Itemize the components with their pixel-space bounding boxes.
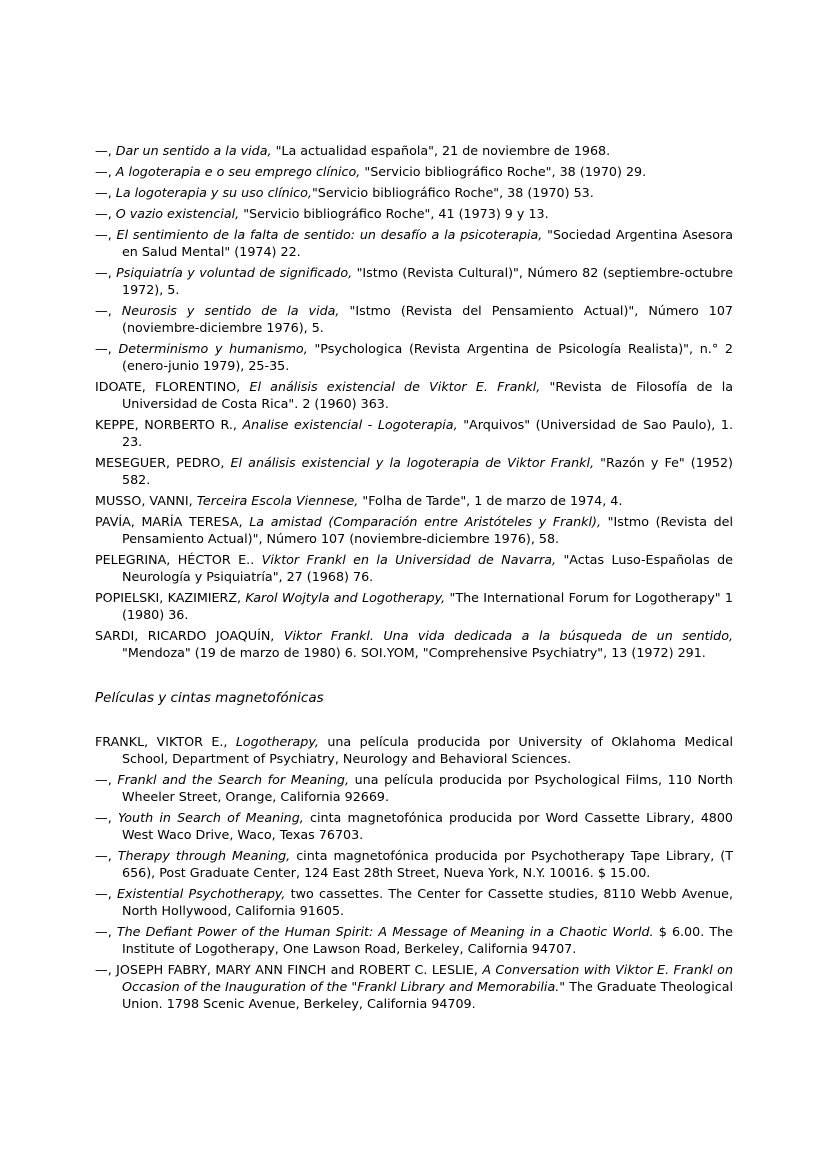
entry-text: "Arquivos" (Universidad de Sao Paulo), 1. 23.	[122, 417, 733, 449]
entry-title-italic: Analise existencial - Logoterapia,	[242, 417, 464, 432]
entry-title-italic: Viktor Frankl. Una vida dedicada a la búsqueda de un sentido,	[283, 628, 733, 643]
entry-text: "Actas Luso-Españolas de Neurología y Psiquiatría", 27 (1968) 76.	[122, 552, 733, 584]
bibliography-entry	[95, 416, 733, 450]
entry-text: "Servicio bibliográfico Roche", 38 (1970) 29.	[364, 164, 647, 179]
entry-text: FRANKL, VIKTOR E.,	[95, 734, 236, 749]
entry-text: —,	[95, 143, 116, 158]
entry-text: "La actualidad española", 21 de noviembre de 1968.	[275, 143, 611, 158]
bibliography-entry	[95, 885, 733, 919]
bibliography-entry	[95, 847, 733, 881]
entry-text: MUSSO, VANNI,	[95, 493, 197, 508]
bibliography-entry	[95, 809, 733, 843]
entry-text: PELEGRINA, HÉCTOR E..	[95, 552, 262, 567]
bibliography-entry	[95, 961, 733, 1012]
entry-text: $ 6.00. The Institute of Logotherapy, One Lawson Road, Berkeley, California 94707.	[122, 924, 733, 956]
entry-text: "Servicio bibliográfico Roche", 41 (1973) 9 y 13.	[243, 206, 549, 221]
bibliography-list	[95, 142, 733, 661]
entry-title-italic: Determinismo y humanismo,	[118, 341, 315, 356]
bibliography-entry	[95, 163, 733, 180]
bibliography-entry	[95, 513, 733, 547]
entry-title-italic: Frankl and the Search for Meaning,	[117, 772, 355, 787]
entry-text: —,	[95, 265, 117, 280]
entry-text: —,	[95, 227, 117, 242]
media-entries-list	[95, 733, 733, 1012]
entry-text: cinta magnetofónica producida por Psychotherapy Tape Library, (T 656), Post Graduate Center, 124 East 28th Street, Nueva York, N.Y. 10016. $ 15.00.	[122, 848, 733, 880]
entry-text: "Psychologica (Revista Argentina de Psicología Realista)", n.° 2 (enero-junio 1979), 25-35.	[122, 341, 733, 373]
entry-text: —,	[95, 924, 117, 939]
entry-title-italic: Neurosis y sentido de la vida,	[121, 303, 350, 318]
entry-title-italic: Youth in Search of Meaning,	[117, 810, 311, 825]
entry-text: —,	[95, 886, 117, 901]
entry-title-italic: Dar un sentido a la vida,	[115, 143, 276, 158]
entry-title-italic: Existential Psychotherapy,	[116, 886, 291, 901]
bibliography-entry	[95, 733, 733, 767]
entry-text: —,	[95, 206, 116, 221]
bibliography-entry	[95, 340, 733, 374]
bibliography-entry	[95, 184, 733, 201]
entry-title-italic: O vazio existencial,	[115, 206, 244, 221]
entry-text: MESEGUER, PEDRO,	[95, 455, 231, 470]
entry-text: "Istmo (Revista Cultural)", Número 82 (septiembre-octubre 1972), 5.	[122, 265, 733, 297]
entry-text: —,	[95, 303, 122, 318]
entry-text: —,	[95, 772, 118, 787]
entry-text: "Sociedad Argentina Asesora en Salud Mental" (1974) 22.	[122, 227, 733, 259]
entry-title-italic: The Defiant Power of the Human Spirit: A Message of Meaning in a Chaotic World.	[116, 924, 659, 939]
entry-text: cinta magnetofónica producida por Word Cassette Library, 4800 West Waco Drive, Waco, Texas 76703.	[122, 810, 733, 842]
entry-text: two cassettes. The Center for Cassette studies, 8110 Webb Avenue, North Hollywood, California 91605.	[122, 886, 733, 918]
entry-title-italic: Karol Wojtyla and Logotherapy,	[245, 590, 450, 605]
bibliography-entry	[95, 226, 733, 260]
bibliography-entry	[95, 454, 733, 488]
entry-title-italic: El análisis existencial y la logoterapia de Viktor Frankl,	[230, 455, 601, 470]
entry-title-italic: La logoterapia y su uso clínico,	[115, 185, 312, 200]
bibliography-entry	[95, 627, 733, 661]
entry-text: una película producida por Psychological Films, 110 North Wheeler Street, Orange, California 92669.	[122, 772, 733, 804]
entry-text: —,	[95, 164, 116, 179]
entry-title-italic: A Conversation with Viktor E. Frankl on Occasion of the Inauguration of the "Frankl Library and Memorabilia."	[122, 962, 733, 994]
entry-text: —,	[95, 848, 118, 863]
bibliography-entry	[95, 492, 733, 509]
entry-title-italic: Psiquiatría y voluntad de significado,	[116, 265, 357, 280]
entry-text: "Razón y Fe" (1952) 582.	[122, 455, 734, 487]
bibliography-entry	[95, 142, 733, 159]
entry-text: "Servicio bibliográfico Roche", 38 (1970) 53.	[311, 185, 594, 200]
entry-text: The Graduate Theological Union. 1798 Scenic Avenue, Berkeley, California 94709.	[122, 979, 734, 1011]
entry-title-italic: La amistad (Comparación entre Aristóteles y Frankl),	[249, 514, 608, 529]
entry-text: IDOATE, FLORENTINO,	[95, 379, 250, 394]
entry-text: —, JOSEPH FABRY, MARY ANN FINCH and ROBERT C. LESLIE,	[95, 962, 483, 977]
entry-text: una película producida por University of Oklahoma Medical School, Department of Psychiatry, Neurology and Behavioral Sciences.	[122, 734, 733, 766]
entry-text: "The International Forum for Logotherapy" 1 (1980) 36.	[122, 590, 733, 622]
entry-text: POPIELSKI, KAZIMIERZ,	[95, 590, 246, 605]
bibliography-entry	[95, 771, 733, 805]
bibliography-entry	[95, 378, 733, 412]
section-title: Películas y cintas magnetofónicas	[95, 690, 324, 706]
entry-text: "Revista de Filosofía de la Universidad de Costa Rica". 2 (1960) 363.	[122, 379, 733, 411]
entry-title-italic: Therapy through Meaning,	[117, 848, 297, 863]
entry-text: KEPPE, NORBERTO R.,	[95, 417, 243, 432]
entry-text: PAVÍA, MARÍA TERESA,	[95, 514, 250, 529]
entry-text: SARDI, RICARDO JOAQUÍN,	[95, 628, 284, 643]
bibliography-entry	[95, 205, 733, 222]
bibliography-entry	[95, 302, 733, 336]
entry-title-italic: El análisis existencial de Viktor E. Frankl,	[249, 379, 550, 394]
entry-text: —,	[95, 810, 118, 825]
entry-text: "Mendoza" (19 de marzo de 1980) 6. SOI.YOM, "Comprehensive Psychiatry", 13 (1972) 291.	[122, 645, 706, 660]
entry-title-italic: A logoterapia e o seu emprego clínico,	[115, 164, 365, 179]
entry-text: "Istmo (Revista del Pensamiento Actual)", Número 107 (noviembre-diciembre 1976), 58.	[122, 514, 734, 546]
entry-text: "Istmo (Revista del Pensamiento Actual)", Número 107 (noviembre-diciembre 1976), 5.	[122, 303, 733, 335]
entry-title-italic: El sentimiento de la falta de sentido: un desafío a la psicoterapia,	[116, 227, 548, 242]
bibliography-entry	[95, 551, 733, 585]
entry-text: "Folha de Tarde", 1 de marzo de 1974, 4.	[362, 493, 623, 508]
bibliography-entry	[95, 923, 733, 957]
entry-text: —,	[95, 185, 116, 200]
entry-title-italic: Logotherapy,	[235, 734, 328, 749]
bibliography-entry	[95, 264, 733, 298]
entry-title-italic: Terceira Escola Viennese,	[196, 493, 363, 508]
entry-title-italic: Viktor Frankl en la Universidad de Navarra,	[261, 552, 564, 567]
bibliography-entry	[95, 589, 733, 623]
entry-text: —,	[95, 341, 119, 356]
